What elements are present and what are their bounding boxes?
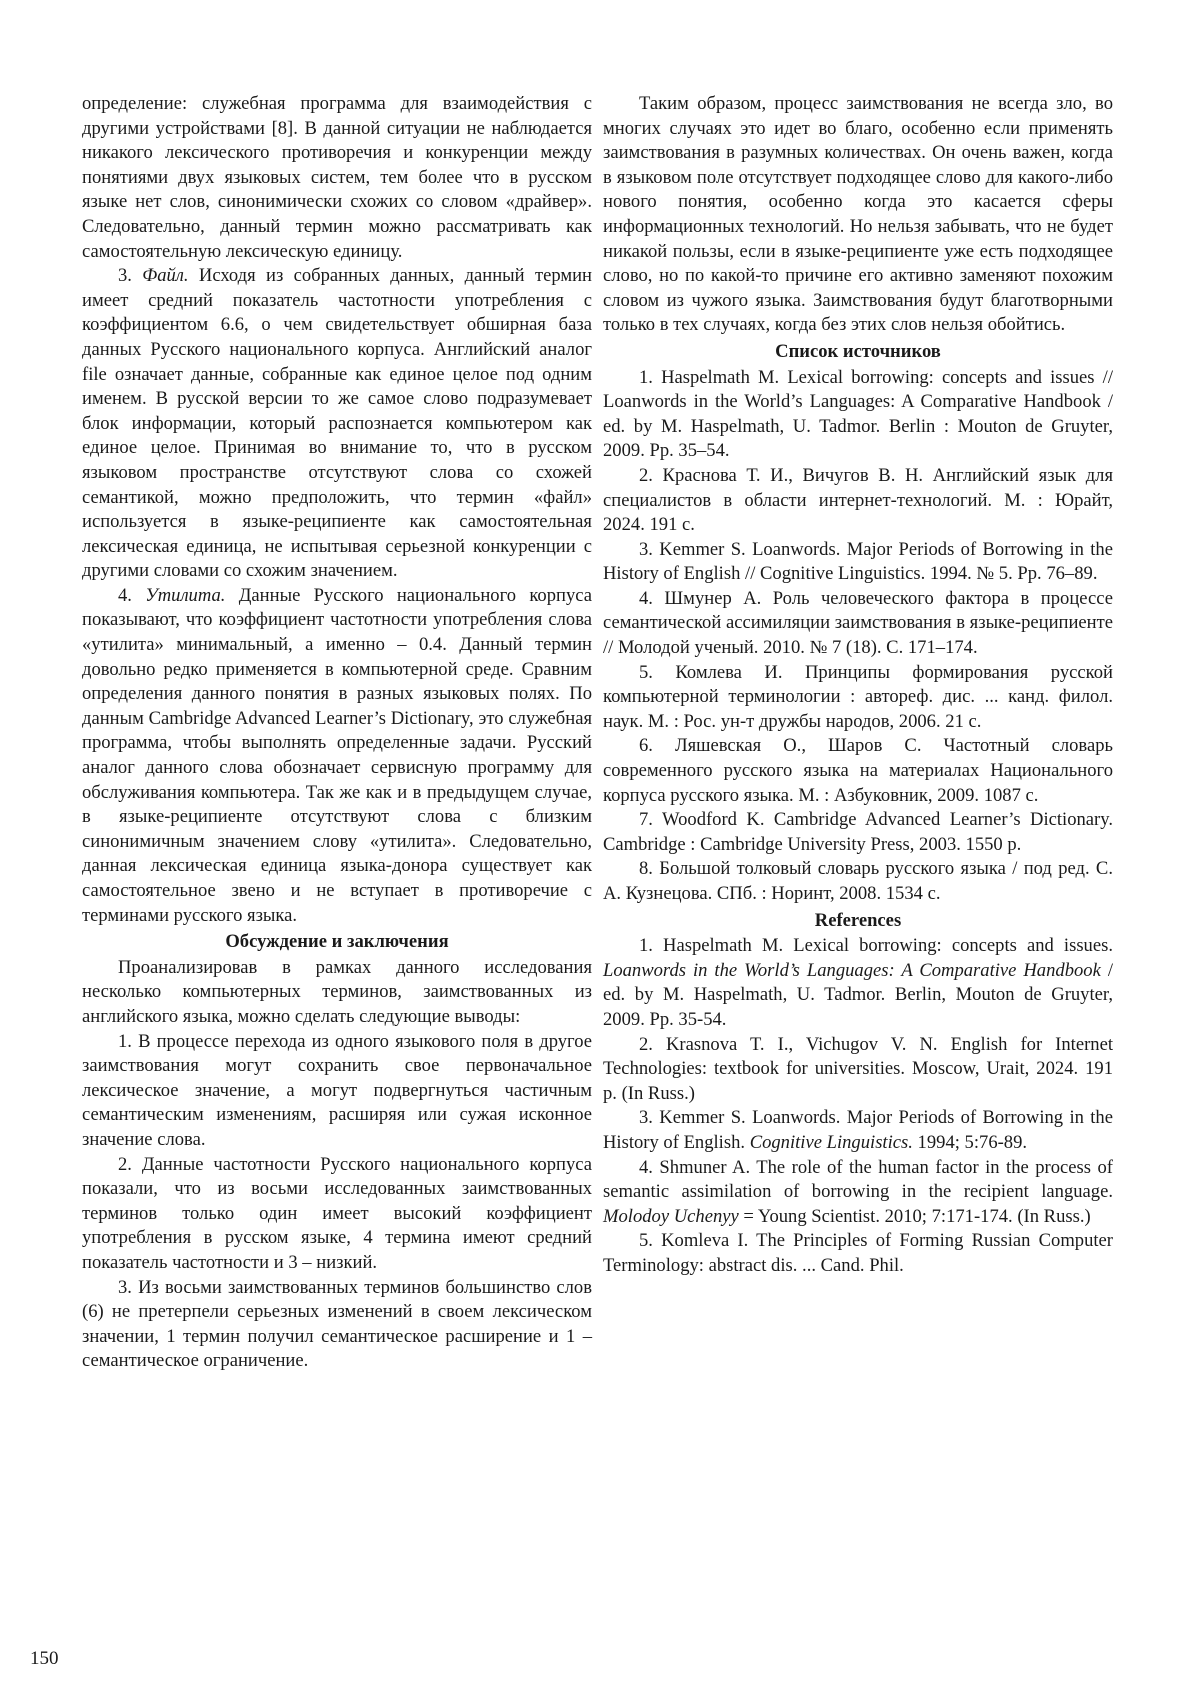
page-number: 150 <box>30 1648 59 1669</box>
source-item: 4. Шмунер А. Роль человеческого фактора в процессе семантической ассимиляции заимствования в языке-реципиенте // Молодой ученый. 2010. № 7 (18). С. 171–174. <box>603 587 1114 659</box>
reference-item <box>603 1156 1113 1230</box>
right-column <box>603 92 1113 1279</box>
body-paragraph: 3. Из восьми заимствованных терминов большинство слов (6) не претерпели серьезных изменений в своем лексическом значении, 1 термин получил семантическое расширение и 1 – семантическое ограничение. <box>82 1276 592 1372</box>
source-item: 7. Woodford K. Cambridge Advanced Learner’s Dictionary. Cambridge : Cambridge University Press, 2003. 1550 p. <box>603 809 1113 855</box>
section-heading: Обсуждение и заключения <box>225 931 449 953</box>
source-item: 1. Haspelmath M. Lexical borrowing: concepts and issues // Loanwords in the World’s Languages: A Comparative Handbook / ed. by M. Haspelmath, U. Tadmor. Berlin : Mouton de Gruyter, 2009. Pp. 35–54. <box>603 366 1113 462</box>
ref-text: / ed. by M. Haspelmath, U. Tadmor. Berlin, Mouton de Gruyter, 2009. Pp. 35-54. <box>603 959 1113 1030</box>
body-paragraph <box>82 584 592 928</box>
reference-item <box>603 1106 1113 1155</box>
source-item: 8. Большой толковый словарь русского языка / под ред. С. А. Кузнецова. СПб. : Норинт, 2008. 1534 с. <box>603 858 1113 904</box>
body-text: Исходя из собранных данных, данный термин имеет средний показатель частотности употребления с коэффициентом 6.6, о чем свидетельствует обширная база данных Русского национального корпуса. Английский аналог file означает данные, собранные как единое целое под одним именем. В русской версии то же самое слово подразумевает блок информации, который распознается компьютером как единое целое. Принимая во внимание то, что в русском языковом пространстве отсутствуют слова со схожей семантикой, можно предположить, что термин «файл» используется в языке-реципиенте как самостоятельная лексическая единица, не испытывая серьезной конкуренции с другими словами со схожим значением. <box>82 265 593 582</box>
body-paragraph: Проанализировав в рамках данного исследования несколько компьютерных терминов, заимствованных из английского языка, можно сделать следующие выводы: <box>82 956 592 1027</box>
source-item: 5. Комлева И. Принципы формирования русской компьютерной терминологии : автореф. дис. ... канд. филол. наук. М. : Рос. ун-т дружбы народов, 2006. 21 с. <box>603 661 1113 732</box>
source-item: 2. Краснова Т. И., Вичугов В. Н. Английский язык для специалистов в области интернет-технологий. М. : Юрайт, 2024. 191 с. <box>603 464 1113 536</box>
body-text: Данные Русского национального корпуса показывают, что коэффициент частотности употребления слова «утилита» минимальный, а именно – 0.4. Данный термин довольно редко применяется в компьютерной среде. Сравним определения данного понятия в разных языковых полях. По данным Cambridge Advanced Learner’s Dictionary, это служебная программа, чтобы выполнять определенные задачи. Русский аналог данного слова обозначает сервисную программу для обслуживания компьютера. Так же как и в предыдущем случае, в языке-реципиенте отсутствуют слова с близким синонимичным значением слову «утилита». Следовательно, данная лексическая единица языка-донора существует как самостоятельное звено и не вступает в противоречие с терминами русского языка. <box>82 584 592 926</box>
section-heading: References <box>814 909 902 931</box>
body-paragraph: определение: служебная программа для взаимодействия с другими устройствами [8]. В данной ситуации не наблюдается никакого лексического противоречия и конкуренции между понятиями двух языковых систем, тем более что в русском языке нет слов, синонимически схожих со словом «драйвер». Следовательно, данный термин можно рассматривать как самостоятельную лексическую единицу. <box>82 93 592 262</box>
ref-title: Molodoy Uchenyy <box>603 1205 739 1227</box>
reference-item: 2. Krasnova T. I., Vichugov V. N. English for Internet Technologies: textbook for universities. Moscow, Urait, 2024. 191 p. (In Russ.) <box>603 1033 1113 1104</box>
ref-text: 4. Shmuner A. The role of the human factor in the process of semantic assimilation of borrowing in the recipient language. <box>603 1156 1113 1203</box>
term: Утилита. <box>145 584 226 606</box>
body-paragraph <box>82 264 592 584</box>
body-paragraph: 1. В процессе перехода из одного языкового поля в другое заимствования могут сохранить свое первоначальное лексическое значение, а могут подвергнуться частичным семантическим изменениям, расширяя или сужая исконное значение слова. <box>82 1030 592 1150</box>
source-item: 3. Kemmer S. Loanwords. Major Periods of Borrowing in the History of English // Cognitive Linguistics. 1994. № 5. Pp. 76–89. <box>603 538 1113 585</box>
ref-text: 1. Haspelmath M. Lexical borrowing: concepts and issues. <box>639 935 1113 957</box>
ref-title: Cognitive Linguistics. <box>749 1131 913 1153</box>
body-paragraph: 2. Данные частотности Русского национального корпуса показали, что из восьми исследованных заимствованных терминов только один имеет высокий коэффициент употребления в русском языке, 4 термина имеют средний показатель частотности и 3 – низкий. <box>82 1153 592 1273</box>
left-column <box>82 92 592 1374</box>
item-number: 4. <box>118 584 146 606</box>
body-paragraph: Таким образом, процесс заимствования не всегда зло, во многих случаях это идет во благо, особенно если применять заимствования в разумных количествах. Он очень важен, когда в языковом поле отсутствует подходящее слово для какого-либо нового понятия, особенно когда это касается сферы информационных технологий. Но нельзя забывать, что не будет никакой пользы, если в языке-реципиенте уже есть подходящее слово, но по какой-то причине его активно заменяют похожим словом из чужого языка. Заимствования будут благотворными только в тех случаях, когда без этих слов нельзя обойтись. <box>603 93 1113 336</box>
ref-text: = Young Scientist. 2010; 7:171-174. (In Russ.) <box>738 1205 1091 1227</box>
ref-text: 3. Kemmer S. Loanwords. Major Periods of Borrowing in the History of English. <box>603 1107 1113 1153</box>
source-item: 6. Ляшевская О., Шаров С. Частотный словарь современного русского языка на материалах Национального корпуса русского языка. М. : Азбуковник, 2009. 1087 с. <box>603 735 1113 806</box>
item-number: 3. <box>118 265 143 287</box>
term: Файл. <box>142 265 189 287</box>
reference-item: 5. Komleva I. The Principles of Forming Russian Computer Terminology: abstract dis. ... Cand. Phil. <box>603 1230 1113 1276</box>
ref-title: Loanwords in the World’s Languages: A Comparative Handbook <box>603 959 1101 981</box>
ref-text: 1994; 5:76-89. <box>912 1131 1028 1153</box>
reference-item <box>603 934 1113 1032</box>
section-heading: Список источников <box>775 340 941 362</box>
